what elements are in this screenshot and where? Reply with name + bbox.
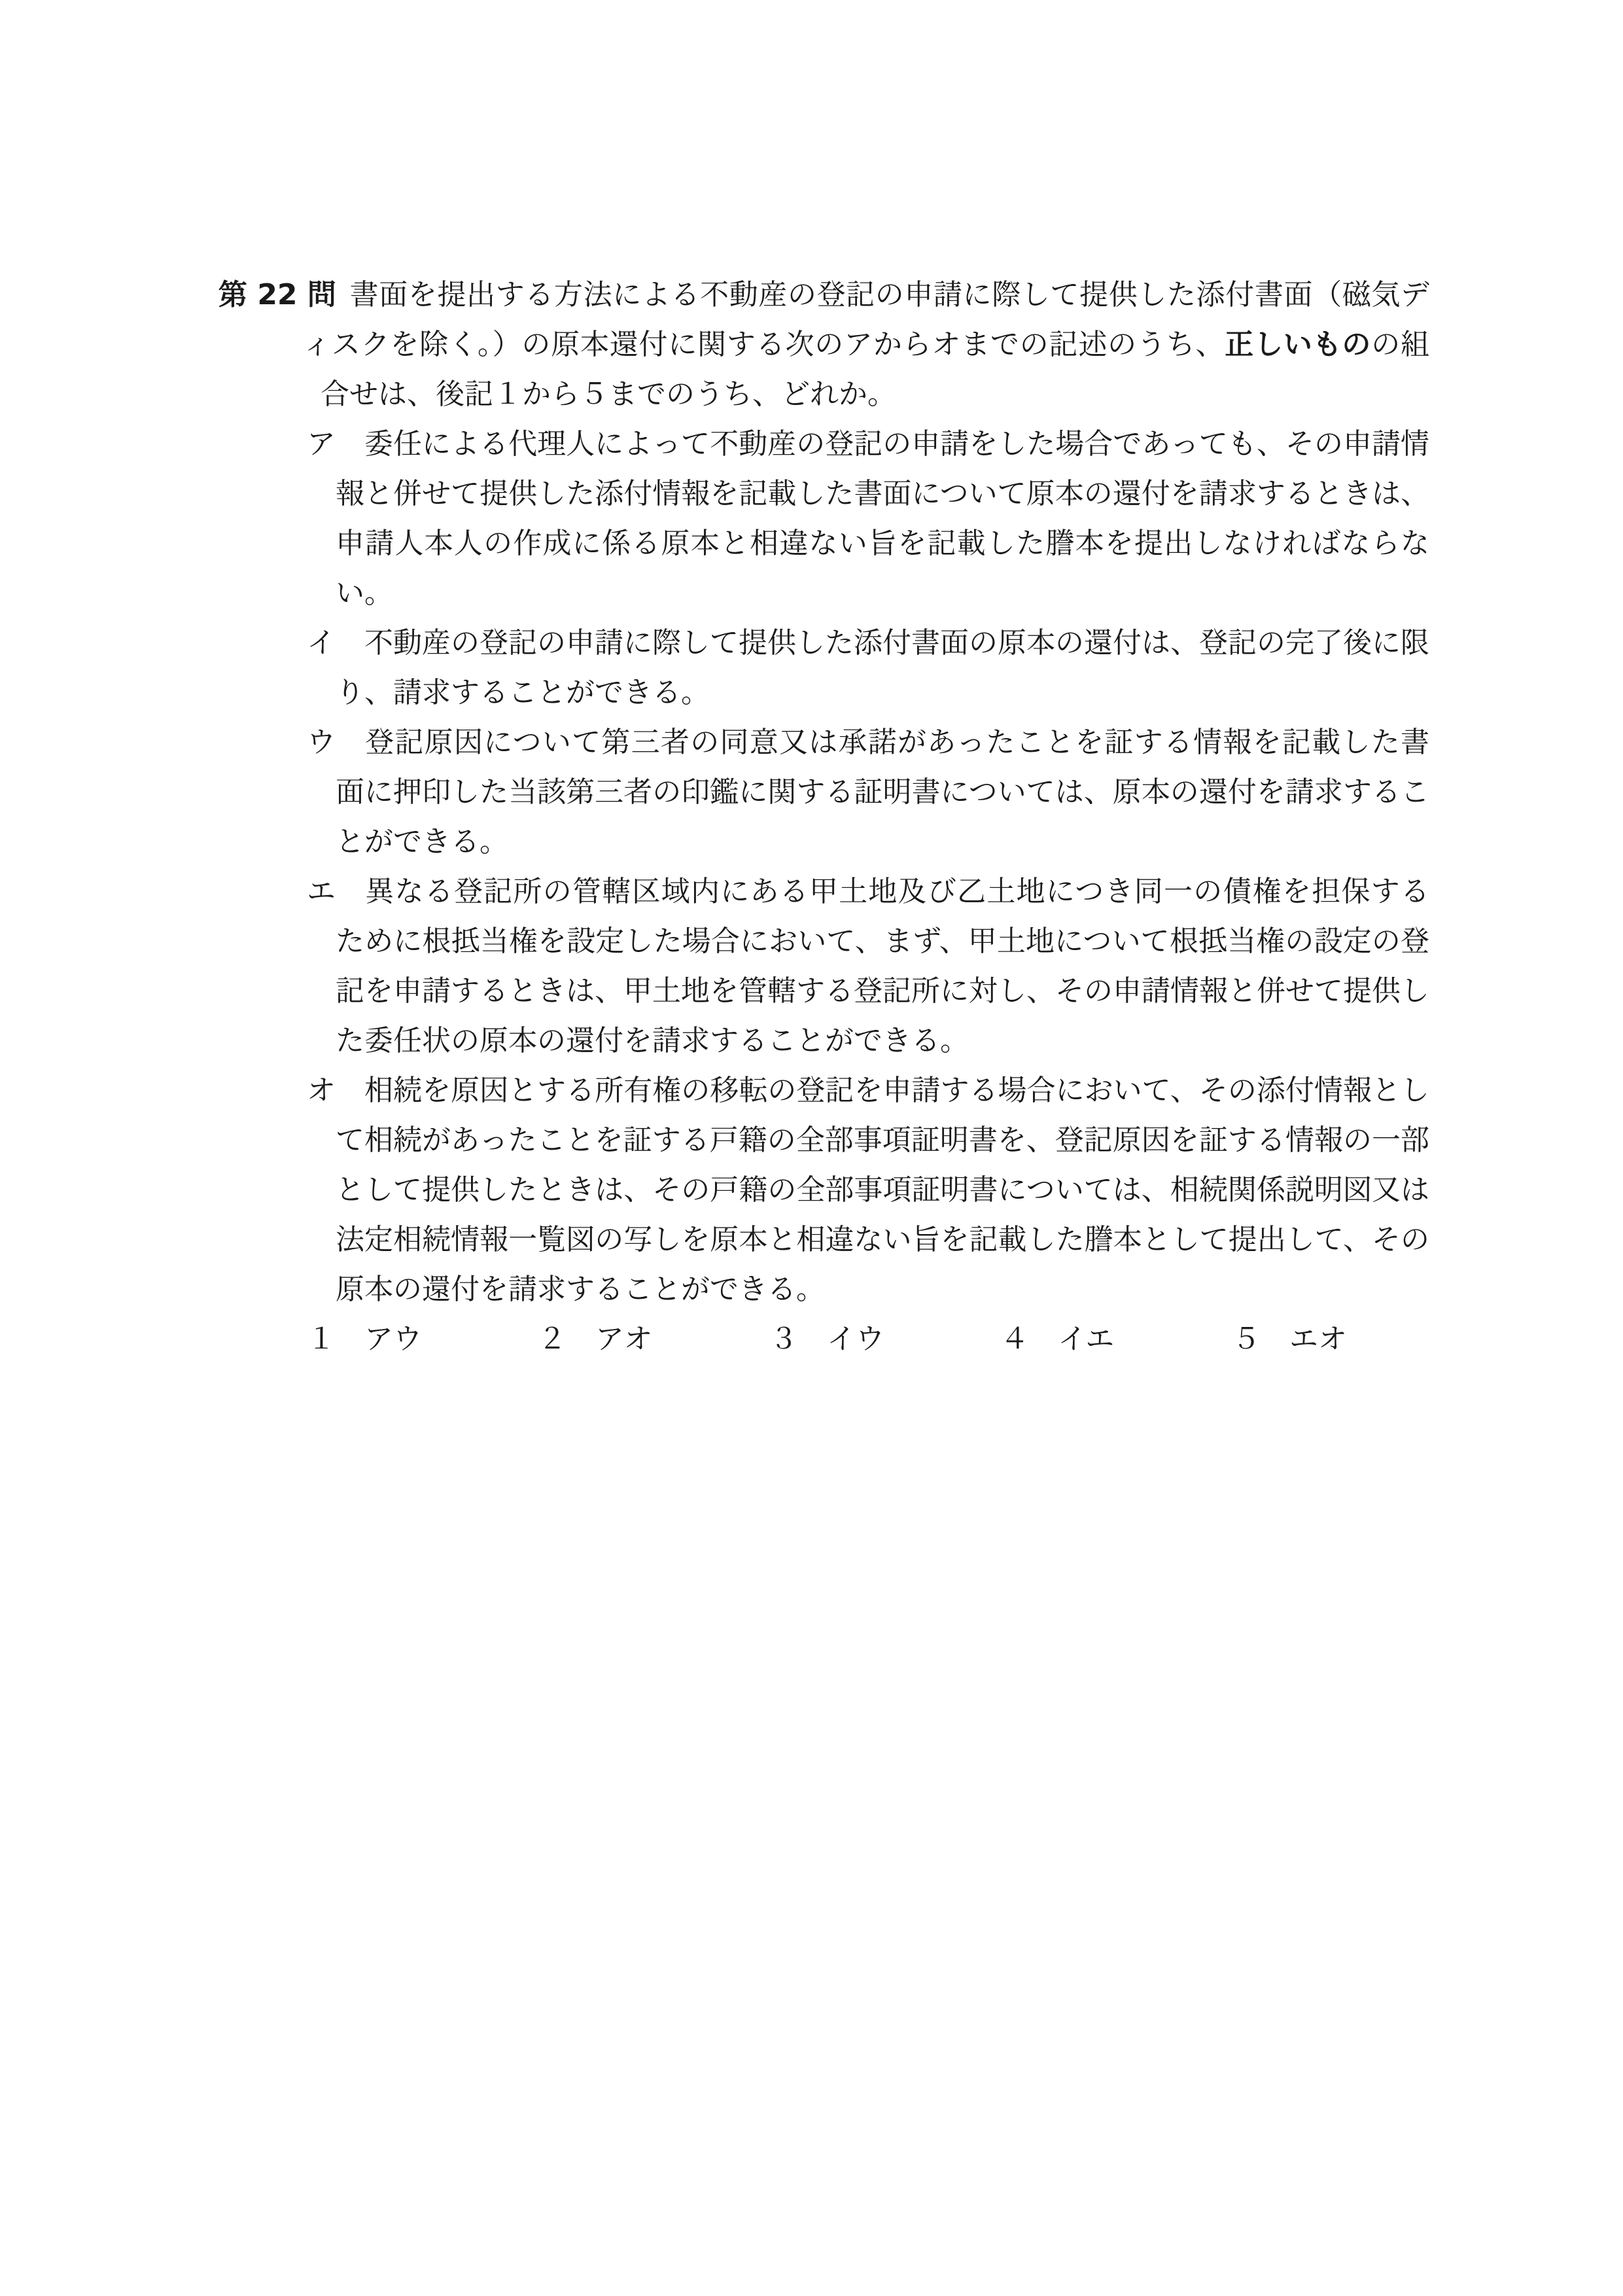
- statement-line: [336, 1215, 1429, 1265]
- choice-combination: イエ: [1058, 1322, 1115, 1356]
- statement-text: 不動産の登記の申請に際して提供した添付書面の原本の還付は、登記の完了後に限: [364, 626, 1429, 660]
- statement-marker: イ: [307, 626, 336, 660]
- statement-text: ために根抵当権を設定した場合において、まず、甲土地について根抵当権の設定の登: [336, 925, 1429, 958]
- statement-line: [307, 618, 1429, 668]
- statement-line: [336, 917, 1429, 966]
- choice-combination: エオ: [1289, 1322, 1347, 1356]
- choice-number: ２: [538, 1322, 567, 1356]
- choice-number: ４: [1000, 1322, 1029, 1356]
- statement-line: [336, 966, 1429, 1016]
- statement-o: [0, 1066, 1623, 1315]
- answer-choice-2: [538, 1315, 653, 1364]
- stem-line: [321, 370, 1623, 419]
- statement-line: [307, 1066, 1429, 1116]
- statement-line: [336, 519, 1429, 569]
- statement-text: て相続があったことを証する戸籍の全部事項証明書を、登記原因を証する情報の一部: [336, 1123, 1429, 1157]
- question-22: [0, 270, 1623, 1364]
- statement-list: [0, 419, 1623, 1315]
- statement-line: [307, 419, 1429, 469]
- stem-text: ィスクを除く。）の原本還付に関する次のアからオまでの記述のうち、: [302, 328, 1225, 361]
- statement-e: [0, 867, 1623, 1066]
- stem-text: の組: [1371, 328, 1430, 361]
- statement-i: [0, 618, 1623, 718]
- stem-text: 合せは、後記１から５までのうち、どれか。: [321, 378, 896, 411]
- choice-number: １: [307, 1322, 336, 1356]
- question-number: 第 22 問: [218, 278, 336, 311]
- statement-marker: ウ: [307, 726, 336, 759]
- answer-choice-4: [1000, 1315, 1114, 1364]
- statement-line: [336, 569, 1429, 618]
- answer-choice-1: [307, 1315, 422, 1364]
- statement-line: [307, 867, 1429, 917]
- statement-line: [336, 1116, 1429, 1165]
- stem-text: 書面を提出する方法による不動産の登記の申請に際して提供した添付書面（磁気デ: [349, 278, 1429, 311]
- statement-line: [336, 1165, 1429, 1215]
- choice-number: ５: [1232, 1322, 1261, 1356]
- choice-combination: アオ: [595, 1322, 653, 1356]
- stem-line: [218, 270, 1429, 320]
- answer-choice-5: [1232, 1315, 1347, 1364]
- answer-choices: [0, 1315, 1623, 1364]
- statement-text: 法定相続情報一覧図の写しを原本と相違ない旨を記載した謄本として提出して、その: [336, 1223, 1429, 1256]
- statement-text: 申請人本人の作成に係る原本と相違ない旨を記載した謄本を提出しなければならな: [336, 527, 1429, 560]
- statement-text: として提供したときは、その戸籍の全部事項証明書については、相続関係説明図又は: [336, 1173, 1429, 1207]
- statement-line: [336, 1265, 1429, 1315]
- answer-choice-3: [769, 1315, 884, 1364]
- statement-line: [336, 817, 1429, 867]
- choice-combination: アウ: [364, 1322, 422, 1356]
- statement-line: [336, 768, 1429, 817]
- statement-line: [336, 1016, 1429, 1066]
- statement-marker: ア: [307, 427, 336, 461]
- choice-number: ３: [769, 1322, 798, 1356]
- statement-text: 登記原因について第三者の同意又は承諾があったことを証する情報を記載した書: [364, 726, 1429, 759]
- statement-text: い。: [336, 576, 393, 610]
- statement-marker: オ: [307, 1074, 336, 1107]
- statement-line: [307, 718, 1429, 768]
- statement-text: 原本の還付を請求することができる。: [336, 1273, 825, 1306]
- statement-text: 委任による代理人によって不動産の登記の申請をした場合であっても、その申請情: [364, 427, 1429, 461]
- statement-text: 記を申請するときは、甲土地を管轄する登記所に対し、その申請情報と併せて提供し: [336, 974, 1429, 1008]
- choice-combination: イウ: [827, 1322, 884, 1356]
- statement-line: [336, 668, 1429, 718]
- statement-u: [0, 718, 1623, 867]
- stem-line: [302, 320, 1429, 370]
- question-stem: [0, 270, 1623, 419]
- statement-text: り、請求することができる。: [336, 676, 710, 709]
- statement-marker: エ: [307, 875, 336, 908]
- statement-line: [336, 469, 1429, 519]
- statement-text: とができる。: [336, 825, 508, 858]
- statement-text: 面に押印した当該第三者の印鑑に関する証明書については、原本の還付を請求するこ: [336, 775, 1429, 809]
- statement-text: 相続を原因とする所有権の移転の登記を申請する場合において、その添付情報とし: [364, 1074, 1429, 1107]
- statement-text: 報と併せて提供した添付情報を記載した書面について原本の還付を請求するときは、: [336, 477, 1429, 510]
- emphasis-correct-text: 正しいもの: [1225, 328, 1372, 361]
- statement-text: た委任状の原本の還付を請求することができる。: [336, 1024, 969, 1057]
- statement-a: [0, 419, 1623, 618]
- statement-text: 異なる登記所の管轄区域内にある甲土地及び乙土地につき同一の債権を担保する: [364, 875, 1429, 908]
